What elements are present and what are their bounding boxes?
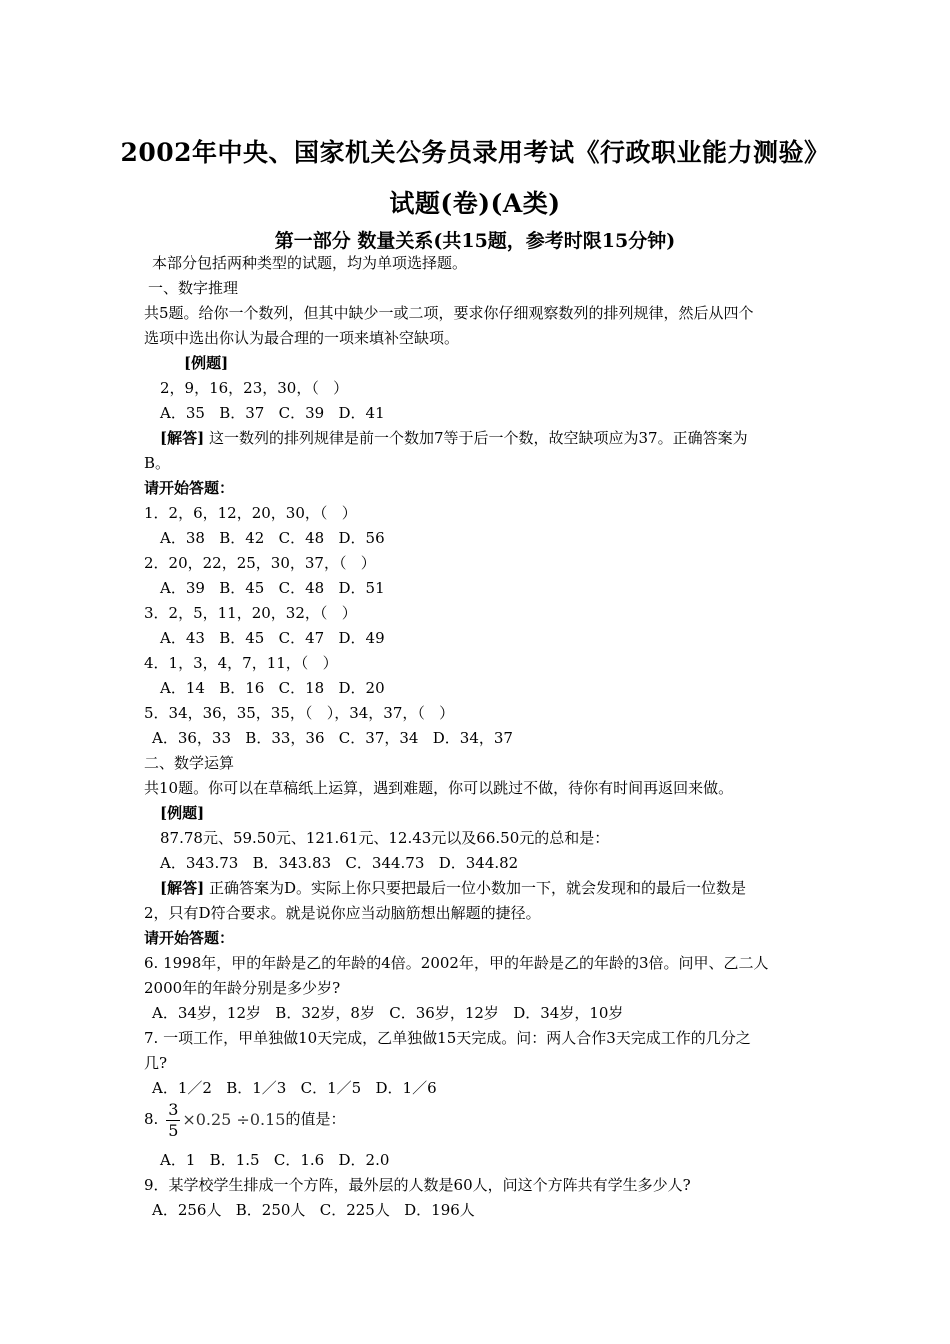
section2-answer-label: [解答] xyxy=(160,879,205,897)
section2-answer-text: 正确答案为D。实际上你只要把最后一位小数加一下，就会发现和的最后一位数是 xyxy=(204,879,747,897)
question-4: 4．1，3，4，7，11，（ ） xyxy=(144,654,338,672)
section2-example-question: 87.78元、59.50元、121.61元、12.43元以及66.50元的总和是： xyxy=(160,829,610,847)
section1-answer-text: 这一数列的排列规律是前一个数加7等于后一个数，故空缺项应为37。正确答案为 xyxy=(204,429,748,447)
question-2-options: A．39 B．45 C．48 D．51 xyxy=(160,579,385,597)
fraction-numerator: 3 xyxy=(168,1099,179,1119)
question-8-number: 8. xyxy=(144,1110,159,1128)
part1-heading: 第一部分 数量关系(共15题，参考时限15分钟) xyxy=(274,230,676,252)
question-9-options: A．256人 B．250人 C．225人 D．196人 xyxy=(152,1201,475,1219)
question-8-tail: 的值是： xyxy=(285,1110,346,1128)
section1-answer-line2: B。 xyxy=(144,454,171,472)
section1-example-options: A．35 B．37 C．39 D．41 xyxy=(160,404,385,422)
question-3-options: A．43 B．45 C．47 D．49 xyxy=(160,629,385,647)
section1-answer-line1 xyxy=(160,428,748,448)
section1-desc-line2: 选项中选出你认为最合理的一项来填补空缺项。 xyxy=(144,329,460,347)
section2-example-label: [例题] xyxy=(160,804,205,822)
question-8-fraction xyxy=(166,1101,180,1140)
section2-answer-line1 xyxy=(160,878,746,898)
section1-example-label: [例题] xyxy=(184,354,229,372)
section2-example-options: A．343.73 B．343.83 C．344.73 D．344.82 xyxy=(160,854,519,872)
question-2: 2．20，22，25，30，37，（ ） xyxy=(144,554,376,572)
section1-example-question: 2，9，16，23，30，（ ） xyxy=(160,379,349,397)
question-4-options: A．14 B．16 C．18 D．20 xyxy=(160,679,385,697)
question-1-options: A．38 B．42 C．48 D．56 xyxy=(160,529,385,547)
question-6-line1: 6. 1998年，甲的年龄是乙的年龄的4倍。2002年，甲的年龄是乙的年龄的3倍。问甲、乙二人 xyxy=(144,954,769,972)
question-5-options: A．36，33 B．33，36 C．37，34 D．34，37 xyxy=(152,729,513,747)
section1-desc-line1: 共5题。给你一个数列，但其中缺少一或二项，要求你仔细观察数列的排列规律，然后从四个 xyxy=(144,304,754,322)
question-7-line2: 几? xyxy=(144,1054,168,1072)
question-8-expression: ×0.25 ÷0.15 xyxy=(182,1110,286,1129)
question-8 xyxy=(144,1100,345,1140)
section2-desc: 共10题。你可以在草稿纸上运算，遇到难题，你可以跳过不做，待你有时间再返回来做。 xyxy=(144,779,734,797)
question-3: 3．2，5，11，20，32，（ ） xyxy=(144,604,357,622)
section2-answer-line2: 2，只有D符合要求。就是说你应当动脑筋想出解题的捷径。 xyxy=(144,904,541,922)
question-9: 9．某学校学生排成一个方阵，最外层的人数是60人，问这个方阵共有学生多少人? xyxy=(144,1176,691,1194)
section2-heading: 二、数学运算 xyxy=(144,754,235,772)
question-5: 5．34，36，35，35，（ ），34，37，（ ） xyxy=(144,704,455,722)
question-7-line1: 7. 一项工作，甲单独做10天完成，乙单独做15天完成。问：两人合作3天完成工作的几分之 xyxy=(144,1029,751,1047)
section1-heading: 一、数字推理 xyxy=(148,279,239,297)
question-6-line2: 2000年的年龄分别是多少岁? xyxy=(144,979,341,997)
fraction-denominator: 5 xyxy=(168,1120,179,1140)
document-title-line2: 试题(卷)(A类) xyxy=(389,189,561,218)
section1-answer-label: [解答] xyxy=(160,429,205,447)
question-7-options: A．1／2 B．1／3 C．1／5 D．1／6 xyxy=(152,1079,437,1097)
document-title-line1: 2002年中央、国家机关公务员录用考试《行政职业能力测验》 xyxy=(120,138,830,167)
question-6-options: A．34岁，12岁 B．32岁，8岁 C．36岁，12岁 D．34岁，10岁 xyxy=(152,1004,624,1022)
question-8-options: A．1 B．1.5 C．1.6 D．2.0 xyxy=(160,1151,390,1169)
section2-start-label: 请开始答题： xyxy=(144,929,235,947)
section1-start-label: 请开始答题： xyxy=(144,479,235,497)
question-1: 1．2，6，12，20，30，（ ） xyxy=(144,504,357,522)
intro-text: 本部分包括两种类型的试题，均为单项选择题。 xyxy=(152,254,468,272)
